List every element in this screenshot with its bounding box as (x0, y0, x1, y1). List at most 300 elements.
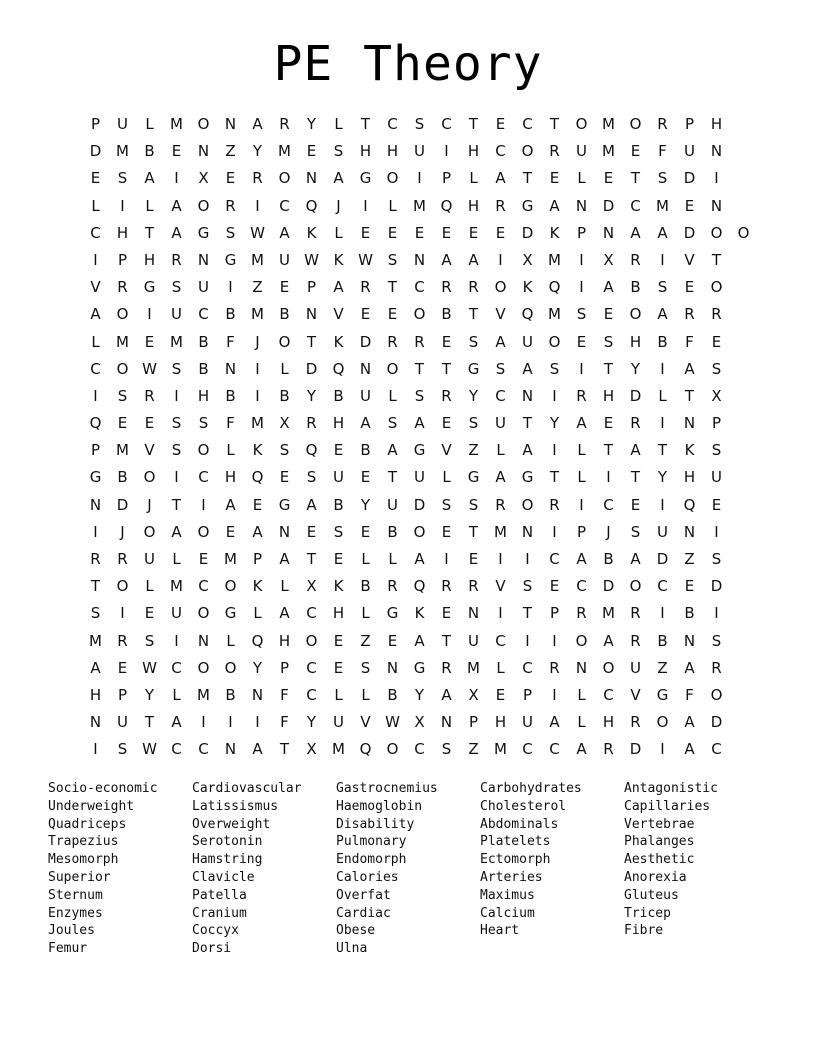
word-bank-item: Antagonistic (624, 781, 718, 796)
grid-letter: E (333, 631, 344, 650)
grid-letter: N (197, 142, 210, 161)
grid-letter: L (145, 196, 154, 215)
grid-letter: O (602, 658, 615, 677)
grid-letter: I (498, 604, 503, 623)
grid-letter: A (252, 522, 263, 541)
grid-letter: T (549, 115, 560, 133)
grid-letter: F (280, 685, 289, 704)
grid-letter: I (174, 631, 179, 650)
grid-letter: L (658, 386, 667, 405)
grid-letter: E (603, 305, 614, 324)
grid-letter: T (630, 468, 641, 487)
word-bank-item: Superior (48, 869, 111, 885)
grid-letter: A (171, 223, 182, 242)
grid-letter: E (144, 332, 155, 351)
grid-letter: H (467, 196, 480, 215)
grid-letter: Q (521, 305, 534, 324)
grid-letter: D (710, 577, 723, 596)
grid-letter: A (441, 250, 452, 269)
grid-letter: S (225, 223, 236, 242)
grid-letter: W (358, 250, 373, 269)
grid-letter: H (116, 223, 129, 242)
grid-letter: U (333, 713, 344, 732)
grid-row (82, 141, 757, 168)
grid-letter: N (359, 359, 372, 378)
grid-letter: C (549, 740, 560, 759)
grid-letter: S (279, 441, 290, 460)
grid-letter: O (197, 522, 210, 541)
word-bank-item: Maximus (480, 887, 535, 903)
grid-letter: S (576, 305, 587, 324)
grid-letter: I (147, 305, 152, 324)
grid-letter: Y (306, 386, 317, 405)
grid-letter: I (552, 386, 557, 405)
grid-letter: B (225, 305, 236, 324)
grid-letter: A (414, 414, 425, 433)
grid-letter: S (117, 740, 128, 759)
word-bank-item: Abdominals (480, 816, 559, 832)
grid-letter: R (225, 196, 236, 215)
grid-row (82, 114, 757, 141)
grid-letter: E (549, 577, 560, 596)
grid-letter: A (252, 740, 263, 759)
grid-letter: A (684, 658, 695, 677)
grid-letter: B (684, 604, 695, 623)
grid-letter: I (93, 522, 98, 541)
grid-letter: I (93, 386, 98, 405)
grid-letter: A (684, 359, 695, 378)
word-bank-item: Underweight (48, 798, 135, 814)
grid-letter: T (306, 550, 317, 568)
grid-letter: C (306, 604, 317, 623)
grid-letter: R (360, 278, 371, 297)
grid-letter: B (387, 522, 398, 541)
grid-letter: Q (305, 196, 318, 215)
grid-letter: U (657, 522, 668, 541)
grid-letter: F (280, 713, 289, 732)
grid-letter: T (603, 359, 614, 378)
grid-letter: A (495, 169, 506, 188)
grid-letter: C (90, 223, 101, 242)
grid-letter: C (306, 658, 317, 677)
grid-letter: F (226, 332, 235, 351)
grid-letter: E (225, 522, 236, 541)
grid-letter: E (333, 441, 344, 460)
grid-letter: R (495, 495, 506, 514)
grid-letter: I (552, 441, 557, 460)
grid-letter: H (224, 468, 237, 487)
grid-letter: X (414, 713, 425, 732)
grid-letter: A (684, 740, 695, 759)
grid-letter: I (417, 169, 422, 188)
word-bank-item: Obese (336, 923, 376, 939)
grid-letter: S (333, 522, 344, 541)
grid-letter: V (90, 278, 101, 297)
grid-letter: Y (252, 658, 263, 677)
grid-letter: E (144, 414, 155, 433)
grid-letter: W (304, 250, 319, 269)
grid-letter: Q (305, 441, 318, 460)
grid-letter: A (603, 278, 614, 297)
grid-letter: A (279, 604, 290, 623)
word-bank-item: Ulna (336, 941, 368, 957)
grid-letter: V (630, 685, 641, 704)
grid-letter: H (332, 414, 345, 433)
grid-letter: A (549, 713, 560, 732)
grid-letter: E (549, 169, 560, 188)
grid-letter: T (171, 495, 182, 514)
grid-letter: U (522, 332, 533, 351)
grid-letter: M (467, 658, 480, 677)
grid-letter: K (252, 441, 263, 460)
grid-letter: P (684, 115, 695, 133)
grid-letter: Q (683, 495, 696, 514)
grid-letter: S (198, 414, 209, 433)
grid-letter: G (359, 169, 372, 188)
word-bank-item: Calcium (480, 905, 535, 921)
grid-letter: D (683, 169, 696, 188)
grid-letter: S (495, 359, 506, 378)
grid-letter: C (603, 685, 614, 704)
grid-letter: A (576, 414, 587, 433)
grid-letter: L (577, 713, 586, 732)
grid-letter: G (413, 441, 426, 460)
grid-letter: M (116, 142, 129, 161)
grid-letter: U (630, 658, 641, 677)
word-bank-item: Calories (336, 869, 399, 885)
grid-letter: O (521, 142, 534, 161)
grid-letter: H (602, 386, 615, 405)
grid-letter: U (333, 468, 344, 487)
grid-letter: I (228, 278, 233, 297)
grid-letter: R (495, 196, 506, 215)
grid-letter: V (441, 441, 452, 460)
grid-letter: W (142, 359, 157, 378)
grid-letter: T (603, 441, 614, 460)
grid-letter: W (250, 223, 265, 242)
grid-letter: L (388, 386, 397, 405)
grid-letter: U (522, 713, 533, 732)
grid-letter: I (120, 196, 125, 215)
grid-letter: P (522, 685, 533, 704)
grid-letter: K (414, 604, 425, 623)
grid-letter: U (387, 495, 398, 514)
grid-letter: B (360, 441, 371, 460)
grid-letter: P (576, 522, 587, 541)
grid-letter: R (549, 142, 560, 161)
grid-letter: A (171, 522, 182, 541)
grid-letter: V (495, 577, 506, 596)
grid-letter: R (441, 386, 452, 405)
grid-letter: I (444, 550, 449, 568)
grid-letter: S (549, 359, 560, 378)
grid-letter: N (467, 604, 480, 623)
grid-letter: B (657, 631, 668, 650)
grid-letter: Q (359, 740, 372, 759)
grid-letter: O (386, 740, 399, 759)
grid-letter: L (334, 115, 343, 133)
grid-letter: A (441, 685, 452, 704)
grid-letter: O (224, 658, 237, 677)
grid-letter: M (170, 577, 183, 596)
grid-letter: R (441, 658, 452, 677)
grid-letter: A (630, 441, 641, 460)
grid-row (82, 386, 757, 413)
grid-letter: R (630, 604, 641, 623)
grid-letter: D (602, 196, 615, 215)
grid-letter: A (657, 305, 668, 324)
grid-letter: N (521, 522, 534, 541)
grid-letter: R (252, 169, 263, 188)
word-bank-item: Heart (480, 923, 520, 939)
grid-letter: G (521, 196, 534, 215)
grid-letter: R (576, 604, 587, 623)
grid-letter: H (494, 713, 507, 732)
grid-letter: U (171, 604, 182, 623)
grid-letter: E (117, 658, 128, 677)
word-bank-item: Socio-economic (48, 781, 158, 796)
word-bank-item: Endomorph (336, 852, 407, 868)
grid-letter: I (120, 604, 125, 623)
grid-letter: D (629, 386, 642, 405)
grid-letter: C (549, 550, 560, 568)
grid-letter: S (144, 631, 155, 650)
grid-letter: D (683, 223, 696, 242)
grid-letter: R (441, 577, 452, 596)
word-bank-item: Cardiac (336, 905, 391, 921)
grid-letter: E (90, 169, 101, 188)
grid-letter: G (656, 685, 669, 704)
grid-letter: E (360, 522, 371, 541)
grid-letter: A (279, 223, 290, 242)
grid-letter: A (684, 713, 695, 732)
grid-letter: O (548, 332, 561, 351)
grid-letter: P (468, 713, 479, 732)
grid-letter: H (683, 468, 696, 487)
grid-letter: A (576, 740, 587, 759)
word-bank-item: Sternum (48, 887, 103, 903)
grid-letter: I (174, 468, 179, 487)
grid-letter: V (333, 305, 344, 324)
grid-letter: L (91, 196, 100, 215)
grid-row (82, 658, 757, 685)
grid-letter: R (711, 305, 722, 324)
grid-letter: C (522, 115, 533, 133)
grid-letter: H (359, 142, 372, 161)
grid-letter: Y (657, 468, 668, 487)
grid-letter: S (360, 658, 371, 677)
grid-letter: I (579, 495, 584, 514)
grid-letter: C (522, 658, 533, 677)
word-bank-column (48, 780, 192, 958)
grid-letter: E (387, 223, 398, 242)
grid-letter: E (279, 278, 290, 297)
word-bank-item: Quadriceps (48, 816, 127, 832)
grid-letter: T (522, 169, 533, 188)
grid-letter: R (657, 115, 668, 133)
grid-letter: I (660, 604, 665, 623)
grid-letter: I (660, 495, 665, 514)
grid-letter: U (360, 386, 371, 405)
grid-letter: L (280, 359, 289, 378)
grid-row (82, 467, 757, 494)
grid-letter: W (385, 713, 400, 732)
grid-letter: S (171, 359, 182, 378)
grid-letter: I (498, 250, 503, 269)
grid-letter: O (710, 223, 723, 242)
grid-letter: T (441, 359, 452, 378)
grid-letter: L (172, 685, 181, 704)
grid-letter: T (387, 278, 398, 297)
word-bank-item: Arteries (480, 869, 543, 885)
grid-letter: O (224, 577, 237, 596)
grid-letter: O (386, 359, 399, 378)
grid-letter: B (279, 386, 290, 405)
word-bank-item: Overfat (336, 887, 391, 903)
grid-row (82, 576, 757, 603)
grid-letter: O (710, 685, 723, 704)
grid-row (82, 332, 757, 359)
grid-letter: A (171, 196, 182, 215)
grid-letter: U (117, 713, 128, 732)
grid-letter: C (414, 740, 425, 759)
grid-letter: S (171, 441, 182, 460)
grid-letter: S (306, 468, 317, 487)
grid-letter: U (117, 115, 128, 133)
grid-letter: L (496, 658, 505, 677)
grid-letter: E (495, 115, 506, 133)
grid-letter: A (333, 169, 344, 188)
grid-letter: T (387, 468, 398, 487)
grid-letter: K (522, 278, 533, 297)
grid-letter: P (117, 250, 128, 269)
grid-letter: T (630, 169, 641, 188)
grid-letter: Z (225, 142, 236, 161)
grid-letter: R (117, 550, 128, 568)
grid-letter: I (228, 713, 233, 732)
grid-letter: O (116, 305, 129, 324)
grid-letter: L (361, 604, 370, 623)
grid-letter: P (306, 278, 317, 297)
grid-letter: M (278, 142, 291, 161)
grid-letter: B (657, 332, 668, 351)
grid-letter: K (333, 332, 344, 351)
grid-letter: Y (630, 359, 641, 378)
grid-letter: M (494, 522, 507, 541)
grid-letter: E (630, 142, 641, 161)
grid-letter: S (414, 115, 425, 133)
grid-letter: L (496, 441, 505, 460)
grid-letter: R (171, 250, 182, 269)
grid-letter: Y (252, 142, 263, 161)
grid-letter: L (469, 169, 478, 188)
grid-letter: H (467, 142, 480, 161)
grid-letter: M (494, 740, 507, 759)
grid-letter: R (603, 740, 614, 759)
grid-letter: L (577, 169, 586, 188)
grid-letter: O (737, 223, 750, 242)
grid-letter: C (522, 740, 533, 759)
grid-letter: M (251, 250, 264, 269)
grid-letter: K (549, 223, 560, 242)
grid-letter: R (684, 305, 695, 324)
word-bank-item: Pulmonary (336, 834, 407, 850)
grid-letter: I (255, 386, 260, 405)
grid-row (82, 168, 757, 195)
grid-letter: J (255, 332, 260, 351)
grid-letter: R (117, 631, 128, 650)
grid-letter: S (711, 441, 722, 460)
grid-letter: T (549, 468, 560, 487)
grid-row (82, 440, 757, 467)
grid-letter: E (387, 631, 398, 650)
grid-letter: Y (360, 495, 371, 514)
grid-row (82, 685, 757, 712)
grid-letter: S (468, 414, 479, 433)
grid-letter: I (552, 685, 557, 704)
grid-letter: S (387, 250, 398, 269)
grid-letter: Q (413, 577, 426, 596)
grid-letter: M (224, 550, 237, 568)
grid-letter: O (143, 522, 156, 541)
grid-letter: M (197, 685, 210, 704)
grid-letter: E (198, 550, 209, 568)
grid-letter: T (468, 305, 479, 324)
grid-letter: P (576, 223, 587, 242)
grid-letter: I (444, 142, 449, 161)
grid-letter: G (224, 250, 237, 269)
grid-letter: I (579, 250, 584, 269)
grid-letter: E (306, 142, 317, 161)
grid-letter: C (441, 115, 452, 133)
grid-letter: H (143, 250, 156, 269)
grid-letter: R (279, 115, 290, 133)
grid-letter: A (90, 658, 101, 677)
grid-letter: A (657, 223, 668, 242)
grid-letter: O (197, 115, 210, 133)
grid-letter: L (361, 550, 370, 568)
grid-letter: R (387, 577, 398, 596)
grid-letter: L (145, 115, 154, 133)
word-bank-column (480, 780, 624, 958)
grid-letter: E (441, 414, 452, 433)
grid-letter: G (224, 604, 237, 623)
grid-letter: T (657, 441, 668, 460)
word-bank-item: Enzymes (48, 905, 103, 921)
grid-letter: C (495, 142, 506, 161)
grid-letter: U (495, 414, 506, 433)
grid-letter: C (387, 115, 398, 133)
grid-letter: B (144, 142, 155, 161)
grid-letter: B (333, 495, 344, 514)
grid-letter: F (685, 685, 694, 704)
grid-letter: U (414, 142, 425, 161)
grid-letter: T (90, 577, 101, 596)
grid-letter: S (90, 604, 101, 623)
grid-letter: A (144, 169, 155, 188)
grid-letter: N (683, 631, 696, 650)
grid-letter: A (495, 468, 506, 487)
grid-letter: C (171, 658, 182, 677)
word-bank-item: Phalanges (624, 834, 695, 850)
grid-row (82, 223, 757, 250)
grid-letter: P (117, 685, 128, 704)
word-bank-item: Serotonin (192, 834, 263, 850)
grid-letter: L (388, 550, 397, 568)
grid-letter: B (360, 577, 371, 596)
grid-letter: C (711, 740, 722, 759)
grid-letter: N (575, 196, 588, 215)
